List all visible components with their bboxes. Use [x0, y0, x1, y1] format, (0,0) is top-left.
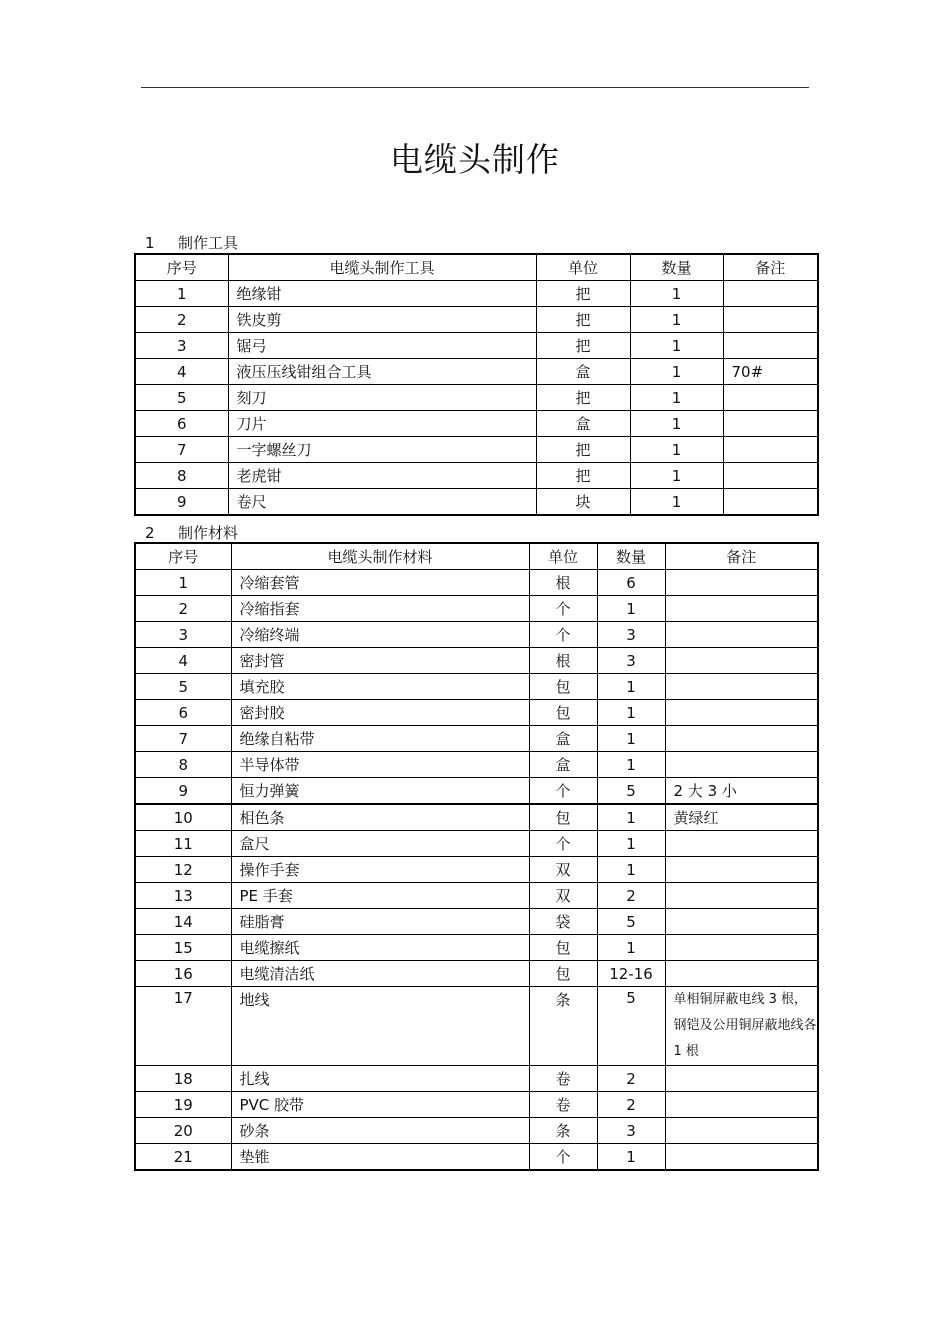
- cell-note: [723, 333, 818, 359]
- cell-unit: 把: [536, 385, 630, 411]
- cell-unit: 个: [529, 1144, 597, 1171]
- column-header-unit: 单位: [529, 543, 597, 570]
- cell-item: 冷缩指套: [231, 596, 529, 622]
- table-row: [135, 935, 818, 961]
- cell-index: 14: [135, 909, 231, 935]
- cell-unit: 把: [536, 307, 630, 333]
- table-row: [135, 489, 818, 516]
- table-row: [135, 281, 818, 307]
- cell-quantity: 1: [630, 489, 723, 516]
- cell-unit: 盒: [529, 726, 597, 752]
- cell-index: 3: [135, 622, 231, 648]
- table-row: [135, 752, 818, 778]
- cell-index: 8: [135, 752, 231, 778]
- cell-quantity: 1: [597, 752, 665, 778]
- cell-unit: 包: [529, 961, 597, 987]
- cell-item: 电缆擦纸: [231, 935, 529, 961]
- cell-quantity: 1: [597, 596, 665, 622]
- table-row: [135, 726, 818, 752]
- cell-item: PVC 胶带: [231, 1092, 529, 1118]
- cell-index: 9: [135, 489, 228, 516]
- cell-note: [723, 281, 818, 307]
- cell-note: 黄绿红: [665, 804, 818, 831]
- cell-item: 冷缩终端: [231, 622, 529, 648]
- table-row: [135, 700, 818, 726]
- cell-index: 2: [135, 596, 231, 622]
- cell-note: [665, 596, 818, 622]
- section-2-number: 2: [145, 524, 155, 542]
- cell-note: [665, 1066, 818, 1092]
- cell-item: 液压压线钳组合工具: [228, 359, 536, 385]
- column-header-note: 备注: [723, 254, 818, 281]
- cell-note: [665, 648, 818, 674]
- cell-unit: 条: [529, 1118, 597, 1144]
- cell-unit: 个: [529, 831, 597, 857]
- cell-note: [723, 307, 818, 333]
- table-row: [135, 674, 818, 700]
- cell-item: 相色条: [231, 804, 529, 831]
- cell-index: 10: [135, 804, 231, 831]
- cell-note: [665, 1144, 818, 1171]
- cell-note: 70#: [723, 359, 818, 385]
- table-row: [135, 1144, 818, 1171]
- cell-index: 13: [135, 883, 231, 909]
- table-row: [135, 883, 818, 909]
- cell-item: 填充胶: [231, 674, 529, 700]
- cell-quantity: 1: [597, 1144, 665, 1171]
- cell-index: 17: [135, 987, 231, 1066]
- cell-index: 5: [135, 674, 231, 700]
- section-1-heading: [145, 232, 238, 253]
- table-row: [135, 596, 818, 622]
- cell-index: 6: [135, 700, 231, 726]
- table-row: [135, 1092, 818, 1118]
- cell-quantity: 1: [597, 857, 665, 883]
- table-row: [135, 307, 818, 333]
- cell-unit: 把: [536, 437, 630, 463]
- cell-index: 5: [135, 385, 228, 411]
- cell-quantity: 1: [630, 359, 723, 385]
- table-row: [135, 857, 818, 883]
- cell-quantity: 2: [597, 883, 665, 909]
- cell-unit: 个: [529, 778, 597, 805]
- cell-unit: 条: [529, 987, 597, 1066]
- cell-item: 砂条: [231, 1118, 529, 1144]
- cell-quantity: 3: [597, 648, 665, 674]
- table-row: [135, 385, 818, 411]
- cell-item: 密封胶: [231, 700, 529, 726]
- table-row: [135, 463, 818, 489]
- materials-table: [134, 542, 819, 1171]
- cell-quantity: 5: [597, 987, 665, 1066]
- cell-item: 铁皮剪: [228, 307, 536, 333]
- column-header-quantity: 数量: [597, 543, 665, 570]
- cell-index: 15: [135, 935, 231, 961]
- table-row: [135, 437, 818, 463]
- cell-item: 垫锥: [231, 1144, 529, 1171]
- cell-quantity: 1: [630, 385, 723, 411]
- cell-quantity: 3: [597, 1118, 665, 1144]
- cell-item: 刻刀: [228, 385, 536, 411]
- cell-note: 2 大 3 小: [665, 778, 818, 805]
- cell-quantity: 2: [597, 1066, 665, 1092]
- header-rule: [141, 87, 809, 88]
- column-header-item: 电缆头制作材料: [231, 543, 529, 570]
- cell-item: 密封管: [231, 648, 529, 674]
- cell-quantity: 1: [597, 935, 665, 961]
- cell-item: 卷尺: [228, 489, 536, 516]
- cell-unit: 袋: [529, 909, 597, 935]
- cell-unit: 块: [536, 489, 630, 516]
- cell-index: 21: [135, 1144, 231, 1171]
- cell-note: [723, 411, 818, 437]
- header-row: [135, 254, 818, 281]
- cell-quantity: 1: [630, 411, 723, 437]
- cell-index: 19: [135, 1092, 231, 1118]
- cell-item: 锯弓: [228, 333, 536, 359]
- section-1-number: 1: [145, 234, 155, 252]
- cell-note: [665, 831, 818, 857]
- cell-quantity: 1: [597, 726, 665, 752]
- cell-quantity: 1: [597, 804, 665, 831]
- table-row: [135, 909, 818, 935]
- cell-note: [665, 1118, 818, 1144]
- cell-quantity: 2: [597, 1092, 665, 1118]
- cell-note: [723, 489, 818, 516]
- cell-item: 恒力弹簧: [231, 778, 529, 805]
- cell-quantity: 1: [630, 307, 723, 333]
- cell-note: [665, 700, 818, 726]
- cell-note: [665, 857, 818, 883]
- cell-item: 半导体带: [231, 752, 529, 778]
- cell-item: PE 手套: [231, 883, 529, 909]
- table-row: [135, 1066, 818, 1092]
- table-row: [135, 570, 818, 596]
- cell-quantity: 1: [630, 463, 723, 489]
- cell-note: 单相铜屏蔽电线 3 根，钢铠及公用铜屏蔽地线各 1 根: [665, 987, 818, 1066]
- cell-quantity: 1: [597, 674, 665, 700]
- cell-index: 18: [135, 1066, 231, 1092]
- cell-item: 电缆清洁纸: [231, 961, 529, 987]
- cell-index: 4: [135, 359, 228, 385]
- cell-index: 1: [135, 281, 228, 307]
- cell-note: [665, 1092, 818, 1118]
- cell-item: 绝缘自粘带: [231, 726, 529, 752]
- cell-quantity: 5: [597, 909, 665, 935]
- cell-item: 地线: [231, 987, 529, 1066]
- cell-unit: 把: [536, 281, 630, 307]
- cell-item: 扎线: [231, 1066, 529, 1092]
- cell-unit: 包: [529, 935, 597, 961]
- cell-quantity: 1: [630, 437, 723, 463]
- table-row: [135, 961, 818, 987]
- cell-unit: 盒: [529, 752, 597, 778]
- table-row: [135, 622, 818, 648]
- cell-index: 2: [135, 307, 228, 333]
- cell-note: [665, 935, 818, 961]
- page-title: 电缆头制作: [390, 140, 560, 179]
- table-row: [135, 778, 818, 805]
- cell-index: 11: [135, 831, 231, 857]
- cell-unit: 双: [529, 883, 597, 909]
- cell-item: 冷缩套管: [231, 570, 529, 596]
- cell-item: 绝缘钳: [228, 281, 536, 307]
- cell-note: [665, 570, 818, 596]
- tools-table: [134, 253, 819, 516]
- column-header-index: 序号: [135, 543, 231, 570]
- cell-note: [665, 622, 818, 648]
- cell-unit: 双: [529, 857, 597, 883]
- column-header-item: 电缆头制作工具: [228, 254, 536, 281]
- cell-quantity: 1: [630, 281, 723, 307]
- column-header-quantity: 数量: [630, 254, 723, 281]
- cell-unit: 卷: [529, 1092, 597, 1118]
- table-row: [135, 359, 818, 385]
- cell-unit: 包: [529, 804, 597, 831]
- header-row: [135, 543, 818, 570]
- cell-unit: 个: [529, 596, 597, 622]
- cell-index: 12: [135, 857, 231, 883]
- cell-unit: 卷: [529, 1066, 597, 1092]
- cell-unit: 根: [529, 570, 597, 596]
- cell-unit: 把: [536, 463, 630, 489]
- column-header-unit: 单位: [536, 254, 630, 281]
- cell-item: 盒尺: [231, 831, 529, 857]
- cell-quantity: 3: [597, 622, 665, 648]
- cell-item: 老虎钳: [228, 463, 536, 489]
- cell-item: 刀片: [228, 411, 536, 437]
- cell-note: [723, 463, 818, 489]
- cell-quantity: 1: [630, 333, 723, 359]
- cell-index: 1: [135, 570, 231, 596]
- cell-index: 6: [135, 411, 228, 437]
- table-row: [135, 411, 818, 437]
- cell-unit: 盒: [536, 411, 630, 437]
- cell-index: 8: [135, 463, 228, 489]
- cell-unit: 把: [536, 333, 630, 359]
- column-header-note: 备注: [665, 543, 818, 570]
- column-header-index: 序号: [135, 254, 228, 281]
- cell-index: 20: [135, 1118, 231, 1144]
- cell-note: [723, 437, 818, 463]
- cell-unit: 个: [529, 622, 597, 648]
- cell-note: [665, 726, 818, 752]
- cell-quantity: 1: [597, 700, 665, 726]
- cell-item: 一字螺丝刀: [228, 437, 536, 463]
- cell-index: 7: [135, 437, 228, 463]
- cell-index: 9: [135, 778, 231, 805]
- cell-item: 硅脂膏: [231, 909, 529, 935]
- cell-item: 操作手套: [231, 857, 529, 883]
- table-row: [135, 987, 818, 1066]
- cell-unit: 根: [529, 648, 597, 674]
- table-row: [135, 648, 818, 674]
- cell-note: [665, 883, 818, 909]
- cell-index: 7: [135, 726, 231, 752]
- cell-quantity: 6: [597, 570, 665, 596]
- cell-note: [665, 752, 818, 778]
- section-1-title: 制作工具: [178, 234, 239, 252]
- cell-note: [665, 909, 818, 935]
- cell-unit: 包: [529, 674, 597, 700]
- cell-quantity: 5: [597, 778, 665, 805]
- cell-quantity: 12-16: [597, 961, 665, 987]
- cell-quantity: 1: [597, 831, 665, 857]
- table-row: [135, 804, 818, 831]
- section-2-heading: [145, 522, 238, 543]
- section-2-title: 制作材料: [178, 524, 239, 542]
- table-row: [135, 831, 818, 857]
- table-row: [135, 1118, 818, 1144]
- table-row: [135, 333, 818, 359]
- cell-index: 16: [135, 961, 231, 987]
- cell-unit: 盒: [536, 359, 630, 385]
- cell-note: [665, 674, 818, 700]
- cell-note: [723, 385, 818, 411]
- cell-index: 4: [135, 648, 231, 674]
- cell-index: 3: [135, 333, 228, 359]
- cell-unit: 包: [529, 700, 597, 726]
- cell-note: [665, 961, 818, 987]
